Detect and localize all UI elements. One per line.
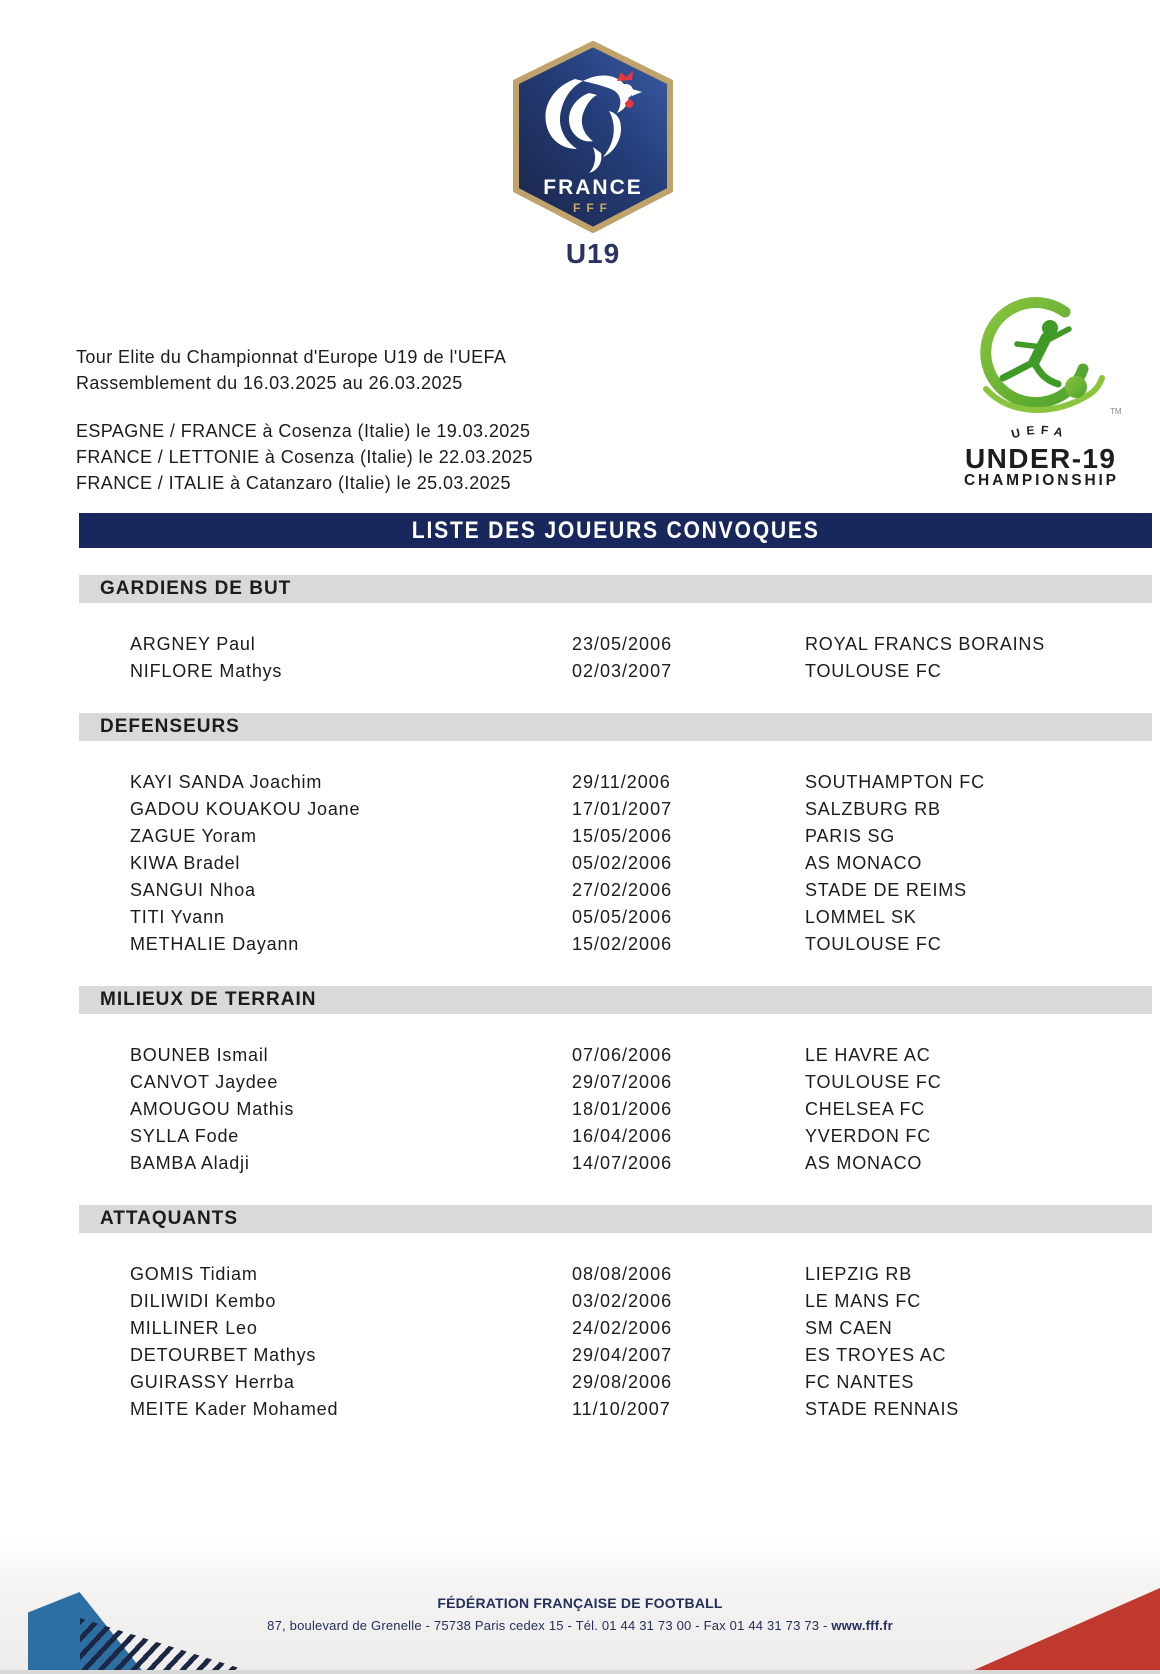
player-club: LIEPZIG RB — [805, 1264, 913, 1284]
section-header — [79, 986, 1152, 1014]
player-club: STADE DE REIMS — [805, 880, 967, 900]
player-name: BOUNEB Ismail — [130, 1045, 269, 1065]
player-club: LOMMEL SK — [805, 907, 917, 927]
address-text: 87, boulevard de Grenelle - 75738 Paris cedex 15 - Tél. 01 44 31 73 00 - Fax 01 44 31 73 73 - — [267, 1618, 832, 1633]
match-line: FRANCE / LETTONIE à Cosenza (Italie) le 22.03.2025 — [76, 447, 533, 467]
team-category-label: U19 — [565, 238, 621, 269]
uefa-swoosh-icon — [986, 303, 1102, 410]
player-club: TOULOUSE FC — [805, 1072, 942, 1092]
table-row — [79, 904, 1152, 931]
player-name: ARGNEY Paul — [130, 634, 256, 654]
footer-fade — [0, 1540, 1160, 1585]
player-name: SYLLA Fode — [130, 1126, 240, 1146]
table-row — [79, 931, 1152, 958]
player-club: AS MONACO — [805, 853, 923, 873]
player-name: GOMIS Tidiam — [130, 1264, 258, 1284]
player-name: KAYI SANDA Joachim — [130, 772, 323, 792]
section-header — [79, 575, 1152, 603]
player-name: SANGUI Nhoa — [130, 880, 256, 900]
website-text: www.fff.fr — [831, 1618, 893, 1633]
player-birthdate: 16/04/2006 — [572, 1126, 673, 1146]
player-club: LE HAVRE AC — [805, 1045, 931, 1065]
player-name: TITI Yvann — [130, 907, 225, 927]
list-title-banner — [79, 513, 1152, 548]
match-line: FRANCE / ITALIE à Catanzaro (Italie) le 25.03.2025 — [76, 473, 511, 493]
section-header — [79, 713, 1152, 741]
table-row — [79, 1261, 1152, 1288]
uefa-player-icon — [1003, 320, 1087, 398]
federation-address — [0, 1618, 1160, 1633]
gathering-dates: Rassemblement du 16.03.2025 au 26.03.2025 — [76, 373, 463, 393]
section-title: GARDIENS DE BUT — [100, 578, 292, 599]
page-bottom-edge — [0, 1670, 1160, 1674]
list-title: LISTE DES JOUEURS CONVOQUES — [411, 517, 820, 544]
player-birthdate: 11/10/2007 — [572, 1399, 671, 1419]
player-club: STADE RENNAIS — [805, 1399, 960, 1419]
player-birthdate: 29/11/2006 — [572, 772, 671, 792]
section-rows — [79, 631, 1152, 685]
player-birthdate: 27/02/2006 — [572, 880, 673, 900]
player-section — [79, 575, 1152, 685]
under19-label: UNDER-19 — [965, 443, 1115, 474]
player-birthdate: 18/01/2006 — [572, 1099, 673, 1119]
player-club: PARIS SG — [805, 826, 896, 846]
match-line: ESPAGNE / FRANCE à Cosenza (Italie) le 19.03.2025 — [76, 421, 531, 441]
player-name: AMOUGOU Mathis — [130, 1099, 295, 1119]
player-birthdate: 24/02/2006 — [572, 1318, 673, 1338]
table-row — [79, 1123, 1152, 1150]
crest-acronym-label: FFF — [573, 201, 613, 215]
section-title: DEFENSEURS — [100, 716, 240, 737]
player-club: AS MONACO — [805, 1153, 923, 1173]
section-rows — [79, 1042, 1152, 1177]
federation-name: FÉDÉRATION FRANÇAISE DE FOOTBALL — [437, 1595, 723, 1611]
player-birthdate: 17/01/2007 — [572, 799, 673, 819]
fff-crest-logo — [513, 41, 673, 233]
uefa-wordmark: UEFA — [1009, 422, 1071, 442]
player-name: BAMBA Aladji — [130, 1153, 250, 1173]
player-club: SM CAEN — [805, 1318, 893, 1338]
player-name: CANVOT Jaydee — [130, 1072, 279, 1092]
player-name: DILIWIDI Kembo — [130, 1291, 277, 1311]
table-row — [79, 877, 1152, 904]
table-row — [79, 1315, 1152, 1342]
player-birthdate: 03/02/2006 — [572, 1291, 673, 1311]
table-row — [79, 631, 1152, 658]
uefa-under19-logo — [938, 294, 1142, 492]
section-rows — [79, 769, 1152, 958]
player-club: LE MANS FC — [805, 1291, 922, 1311]
player-club: SOUTHAMPTON FC — [805, 772, 985, 792]
player-club: TOULOUSE FC — [805, 661, 942, 681]
player-club: SALZBURG RB — [805, 799, 941, 819]
match-schedule — [76, 418, 533, 496]
crest-country-label: FRANCE — [543, 176, 643, 199]
player-birthdate: 02/03/2007 — [572, 661, 673, 681]
player-section — [79, 986, 1152, 1177]
player-birthdate: 29/04/2007 — [572, 1345, 673, 1365]
player-section — [79, 1205, 1152, 1423]
tournament-intro — [76, 344, 506, 396]
table-row — [79, 1396, 1152, 1423]
player-name: NIFLORE Mathys — [130, 661, 283, 681]
table-row — [79, 850, 1152, 877]
player-club: TOULOUSE FC — [805, 934, 942, 954]
table-row — [79, 1342, 1152, 1369]
player-roster — [79, 575, 1152, 1451]
player-birthdate: 29/07/2006 — [572, 1072, 673, 1092]
section-rows — [79, 1261, 1152, 1423]
player-name: METHALIE Dayann — [130, 934, 300, 954]
table-row — [79, 1150, 1152, 1177]
player-birthdate: 15/02/2006 — [572, 934, 673, 954]
player-club: ES TROYES AC — [805, 1345, 947, 1365]
table-row — [79, 769, 1152, 796]
table-row — [79, 1042, 1152, 1069]
player-birthdate: 05/05/2006 — [572, 907, 673, 927]
trademark-label: TM — [1110, 407, 1122, 416]
tournament-title: Tour Elite du Championnat d'Europe U19 de l'UEFA — [76, 347, 507, 367]
player-name: MEITE Kader Mohamed — [130, 1399, 339, 1419]
player-birthdate: 05/02/2006 — [572, 853, 673, 873]
player-club: CHELSEA FC — [805, 1099, 926, 1119]
player-birthdate: 29/08/2006 — [572, 1372, 673, 1392]
player-name: DETOURBET Mathys — [130, 1345, 317, 1365]
player-name: ZAGUE Yoram — [130, 826, 257, 846]
player-name: MILLINER Leo — [130, 1318, 258, 1338]
player-name: GUIRASSY Herrba — [130, 1372, 295, 1392]
section-header — [79, 1205, 1152, 1233]
player-club: ROYAL FRANCS BORAINS — [805, 634, 1046, 654]
table-row — [79, 1096, 1152, 1123]
player-birthdate: 14/07/2006 — [572, 1153, 673, 1173]
player-name: GADOU KOUAKOU Joane — [130, 799, 361, 819]
player-birthdate: 15/05/2006 — [572, 826, 673, 846]
championship-label: CHAMPIONSHIP — [964, 472, 1116, 489]
table-row — [79, 823, 1152, 850]
player-club: FC NANTES — [805, 1372, 915, 1392]
player-birthdate: 07/06/2006 — [572, 1045, 673, 1065]
player-name: KIWA Bradel — [130, 853, 241, 873]
player-birthdate: 23/05/2006 — [572, 634, 673, 654]
table-row — [79, 1069, 1152, 1096]
section-title: MILIEUX DE TERRAIN — [100, 989, 317, 1010]
table-row — [79, 1369, 1152, 1396]
player-section — [79, 713, 1152, 958]
table-row — [79, 1288, 1152, 1315]
player-club: YVERDON FC — [805, 1126, 932, 1146]
player-birthdate: 08/08/2006 — [572, 1264, 673, 1284]
table-row — [79, 796, 1152, 823]
section-title: ATTAQUANTS — [100, 1208, 239, 1229]
table-row — [79, 658, 1152, 685]
